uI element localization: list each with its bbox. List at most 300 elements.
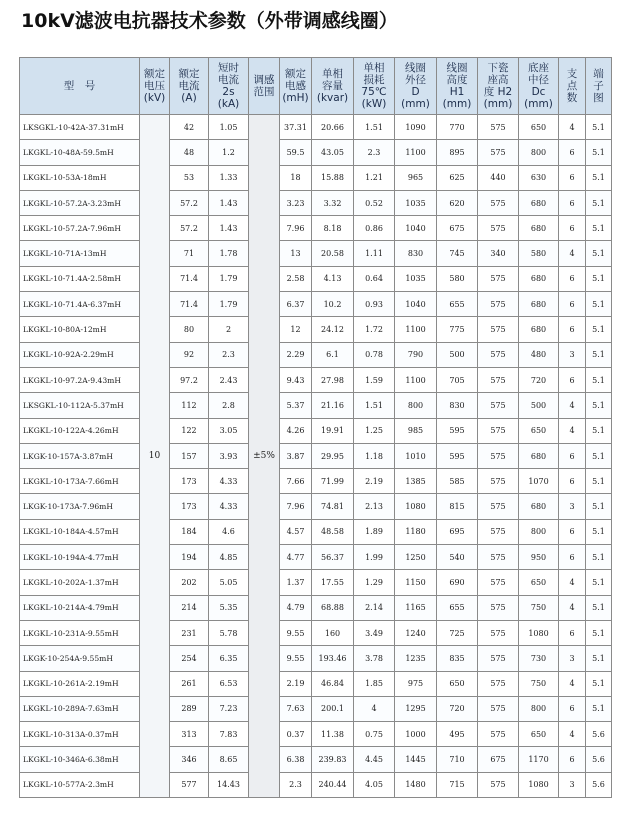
base-diameter-cell: 800 [519,140,559,165]
inductance-cell: 9.55 [280,620,312,645]
short-current-cell: 1.78 [209,241,249,266]
lower-height-cell: 575 [478,393,519,418]
inductance-cell: 18 [280,165,312,190]
terminal-cell: 5.1 [586,115,612,140]
current-cell: 184 [170,519,209,544]
loss-cell: 4.05 [354,772,395,797]
loss-cell: 1.59 [354,367,395,392]
capacity-cell: 46.84 [312,671,354,696]
current-cell: 92 [170,342,209,367]
base-diameter-cell: 720 [519,367,559,392]
terminal-cell: 5.1 [586,216,612,241]
short-current-cell: 4.33 [209,494,249,519]
points-cell: 6 [559,469,586,494]
capacity-cell: 240.44 [312,772,354,797]
base-diameter-cell: 500 [519,393,559,418]
coil-diameter-cell: 965 [395,165,437,190]
coil-height-cell: 675 [437,216,478,241]
current-cell: 254 [170,646,209,671]
header-current: 额定 电流 (A) [170,58,209,115]
coil-diameter-cell: 1480 [395,772,437,797]
loss-cell: 0.93 [354,292,395,317]
points-cell: 4 [559,722,586,747]
table-row [20,620,612,645]
coil-height-cell: 690 [437,570,478,595]
table-row [20,646,612,671]
base-diameter-cell: 800 [519,519,559,544]
capacity-cell: 15.88 [312,165,354,190]
table-row [20,494,612,519]
current-cell: 577 [170,772,209,797]
base-diameter-cell: 480 [519,342,559,367]
coil-diameter-cell: 1080 [395,494,437,519]
loss-cell: 1.72 [354,317,395,342]
coil-height-cell: 595 [437,443,478,468]
model-cell: LKGKL-10-577A-2.3mH [20,772,140,797]
base-diameter-cell: 650 [519,722,559,747]
lower-height-cell: 575 [478,190,519,215]
short-current-cell: 4.85 [209,545,249,570]
short-current-cell: 3.93 [209,443,249,468]
short-current-cell: 6.53 [209,671,249,696]
inductance-cell: 13 [280,241,312,266]
coil-height-cell: 770 [437,115,478,140]
inductance-cell: 6.37 [280,292,312,317]
points-cell: 6 [559,696,586,721]
capacity-cell: 10.2 [312,292,354,317]
short-current-cell: 6.35 [209,646,249,671]
points-cell: 4 [559,241,586,266]
lower-height-cell: 575 [478,292,519,317]
inductance-cell: 9.43 [280,367,312,392]
current-cell: 80 [170,317,209,342]
loss-cell: 1.99 [354,545,395,570]
coil-diameter-cell: 1040 [395,292,437,317]
base-diameter-cell: 680 [519,216,559,241]
tuning-range-cell: ±5% [249,115,280,798]
inductance-cell: 2.29 [280,342,312,367]
inductance-cell: 2.3 [280,772,312,797]
points-cell: 3 [559,494,586,519]
lower-height-cell: 575 [478,696,519,721]
coil-diameter-cell: 1165 [395,595,437,620]
current-cell: 57.2 [170,190,209,215]
header-points: 支 点 数 [559,58,586,115]
current-cell: 71.4 [170,292,209,317]
terminal-cell: 5.1 [586,545,612,570]
current-cell: 42 [170,115,209,140]
inductance-cell: 9.55 [280,646,312,671]
table-row [20,722,612,747]
coil-diameter-cell: 1000 [395,722,437,747]
coil-diameter-cell: 1100 [395,367,437,392]
voltage-cell: 10 [140,115,170,798]
coil-diameter-cell: 1250 [395,545,437,570]
table-row [20,671,612,696]
inductance-cell: 2.19 [280,671,312,696]
capacity-cell: 20.66 [312,115,354,140]
inductance-cell: 12 [280,317,312,342]
coil-diameter-cell: 1010 [395,443,437,468]
terminal-cell: 5.1 [586,696,612,721]
header-inductance: 额定 电感 (mH) [280,58,312,115]
model-cell: LKGKL-10-48A-59.5mH [20,140,140,165]
current-cell: 194 [170,545,209,570]
coil-height-cell: 715 [437,772,478,797]
capacity-cell: 193.46 [312,646,354,671]
base-diameter-cell: 650 [519,115,559,140]
base-diameter-cell: 750 [519,671,559,696]
terminal-cell: 5.1 [586,469,612,494]
capacity-cell: 160 [312,620,354,645]
current-cell: 202 [170,570,209,595]
inductance-cell: 7.96 [280,494,312,519]
capacity-cell: 8.18 [312,216,354,241]
model-cell: LKSGKL-10-112A-5.37mH [20,393,140,418]
table-row [20,696,612,721]
loss-cell: 1.89 [354,519,395,544]
terminal-cell: 5.1 [586,646,612,671]
points-cell: 6 [559,443,586,468]
terminal-cell: 5.1 [586,519,612,544]
coil-diameter-cell: 1100 [395,317,437,342]
coil-height-cell: 710 [437,747,478,772]
table-row [20,418,612,443]
coil-height-cell: 745 [437,241,478,266]
header-model: 型 号 [20,58,140,115]
model-cell: LKSGKL-10-42A-37.31mH [20,115,140,140]
loss-cell: 4 [354,696,395,721]
terminal-cell: 5.6 [586,747,612,772]
terminal-cell: 5.1 [586,620,612,645]
current-cell: 261 [170,671,209,696]
points-cell: 4 [559,595,586,620]
lower-height-cell: 575 [478,671,519,696]
header-row [20,58,612,115]
coil-diameter-cell: 1035 [395,190,437,215]
page-title: 10kV滤波电抗器技术参数（外带调感线圈） [21,10,398,32]
points-cell: 6 [559,620,586,645]
model-cell: LKGK-10-173A-7.96mH [20,494,140,519]
inductance-cell: 4.77 [280,545,312,570]
coil-height-cell: 540 [437,545,478,570]
coil-diameter-cell: 975 [395,671,437,696]
model-cell: LKGKL-10-194A-4.77mH [20,545,140,570]
model-cell: LKGKL-10-202A-1.37mH [20,570,140,595]
coil-height-cell: 625 [437,165,478,190]
short-current-cell: 3.05 [209,418,249,443]
model-cell: LKGKL-10-346A-6.38mH [20,747,140,772]
coil-diameter-cell: 1235 [395,646,437,671]
loss-cell: 1.25 [354,418,395,443]
loss-cell: 1.21 [354,165,395,190]
capacity-cell: 17.55 [312,570,354,595]
table-row [20,317,612,342]
points-cell: 4 [559,115,586,140]
terminal-cell: 5.6 [586,772,612,797]
header-loss: 单相 损耗 75℃ (kW) [354,58,395,115]
current-cell: 112 [170,393,209,418]
coil-height-cell: 655 [437,292,478,317]
coil-height-cell: 500 [437,342,478,367]
model-cell: LKGK-10-157A-3.87mH [20,443,140,468]
coil-height-cell: 595 [437,418,478,443]
inductance-cell: 3.23 [280,190,312,215]
lower-height-cell: 575 [478,342,519,367]
points-cell: 6 [559,140,586,165]
coil-height-cell: 895 [437,140,478,165]
current-cell: 97.2 [170,367,209,392]
table-row [20,772,612,797]
coil-diameter-cell: 1240 [395,620,437,645]
capacity-cell: 200.1 [312,696,354,721]
capacity-cell: 43.05 [312,140,354,165]
lower-height-cell: 575 [478,595,519,620]
loss-cell: 1.85 [354,671,395,696]
inductance-cell: 2.58 [280,266,312,291]
capacity-cell: 11.38 [312,722,354,747]
base-diameter-cell: 680 [519,292,559,317]
terminal-cell: 5.1 [586,190,612,215]
lower-height-cell: 575 [478,367,519,392]
loss-cell: 0.52 [354,190,395,215]
short-current-cell: 1.79 [209,292,249,317]
loss-cell: 0.78 [354,342,395,367]
capacity-cell: 239.83 [312,747,354,772]
coil-diameter-cell: 800 [395,393,437,418]
base-diameter-cell: 680 [519,190,559,215]
coil-diameter-cell: 1035 [395,266,437,291]
capacity-cell: 20.58 [312,241,354,266]
points-cell: 6 [559,190,586,215]
coil-diameter-cell: 985 [395,418,437,443]
base-diameter-cell: 1070 [519,469,559,494]
model-cell: LKGKL-10-71.4A-6.37mH [20,292,140,317]
short-current-cell: 2.43 [209,367,249,392]
loss-cell: 1.51 [354,393,395,418]
short-current-cell: 7.83 [209,722,249,747]
coil-diameter-cell: 1180 [395,519,437,544]
loss-cell: 3.78 [354,646,395,671]
model-cell: LKGKL-10-173A-7.66mH [20,469,140,494]
model-cell: LKGKL-10-57.2A-7.96mH [20,216,140,241]
table-row [20,115,612,140]
points-cell: 4 [559,570,586,595]
points-cell: 4 [559,393,586,418]
terminal-cell: 5.1 [586,671,612,696]
header-short-current: 短时 电流 2s (kA) [209,58,249,115]
base-diameter-cell: 650 [519,570,559,595]
base-diameter-cell: 1170 [519,747,559,772]
table-row [20,367,612,392]
coil-diameter-cell: 1445 [395,747,437,772]
coil-diameter-cell: 830 [395,241,437,266]
loss-cell: 2.19 [354,469,395,494]
coil-diameter-cell: 1090 [395,115,437,140]
short-current-cell: 5.05 [209,570,249,595]
short-current-cell: 14.43 [209,772,249,797]
current-cell: 53 [170,165,209,190]
model-cell: LKGKL-10-122A-4.26mH [20,418,140,443]
model-cell: LKGKL-10-231A-9.55mH [20,620,140,645]
header-coil-height: 线圈 高度 H1 (mm) [437,58,478,115]
capacity-cell: 29.95 [312,443,354,468]
short-current-cell: 5.78 [209,620,249,645]
terminal-cell: 5.1 [586,443,612,468]
short-current-cell: 1.05 [209,115,249,140]
coil-diameter-cell: 790 [395,342,437,367]
current-cell: 173 [170,494,209,519]
coil-height-cell: 580 [437,266,478,291]
coil-height-cell: 725 [437,620,478,645]
capacity-cell: 3.32 [312,190,354,215]
model-cell: LKGKL-10-184A-4.57mH [20,519,140,544]
table-row [20,595,612,620]
terminal-cell: 5.1 [586,595,612,620]
lower-height-cell: 575 [478,469,519,494]
inductance-cell: 37.31 [280,115,312,140]
points-cell: 3 [559,646,586,671]
base-diameter-cell: 730 [519,646,559,671]
model-cell: LKGKL-10-80A-12mH [20,317,140,342]
loss-cell: 0.64 [354,266,395,291]
current-cell: 231 [170,620,209,645]
inductance-cell: 7.96 [280,216,312,241]
base-diameter-cell: 950 [519,545,559,570]
points-cell: 6 [559,545,586,570]
loss-cell: 1.11 [354,241,395,266]
header-coil-diameter: 线圈 外径 D (mm) [395,58,437,115]
current-cell: 214 [170,595,209,620]
inductance-cell: 7.66 [280,469,312,494]
coil-diameter-cell: 1385 [395,469,437,494]
points-cell: 6 [559,519,586,544]
model-cell: LKGKL-10-214A-4.79mH [20,595,140,620]
base-diameter-cell: 580 [519,241,559,266]
coil-diameter-cell: 1295 [395,696,437,721]
terminal-cell: 5.1 [586,418,612,443]
base-diameter-cell: 1080 [519,620,559,645]
loss-cell: 2.3 [354,140,395,165]
inductance-cell: 7.63 [280,696,312,721]
coil-height-cell: 620 [437,190,478,215]
points-cell: 6 [559,216,586,241]
capacity-cell: 4.13 [312,266,354,291]
loss-cell: 1.18 [354,443,395,468]
base-diameter-cell: 630 [519,165,559,190]
lower-height-cell: 575 [478,418,519,443]
model-cell: LKGKL-10-71A-13mH [20,241,140,266]
model-cell: LKGKL-10-289A-7.63mH [20,696,140,721]
loss-cell: 0.86 [354,216,395,241]
model-cell: LKGKL-10-57.2A-3.23mH [20,190,140,215]
loss-cell: 4.45 [354,747,395,772]
table-row [20,393,612,418]
model-cell: LKGKL-10-71.4A-2.58mH [20,266,140,291]
inductance-cell: 4.57 [280,519,312,544]
model-cell: LKGKL-10-92A-2.29mH [20,342,140,367]
lower-height-cell: 340 [478,241,519,266]
coil-height-cell: 815 [437,494,478,519]
model-cell: LKGK-10-254A-9.55mH [20,646,140,671]
points-cell: 4 [559,671,586,696]
coil-height-cell: 650 [437,671,478,696]
model-cell: LKGKL-10-53A-18mH [20,165,140,190]
inductance-cell: 4.26 [280,418,312,443]
terminal-cell: 5.1 [586,241,612,266]
points-cell: 6 [559,165,586,190]
lower-height-cell: 575 [478,519,519,544]
points-cell: 6 [559,367,586,392]
base-diameter-cell: 680 [519,443,559,468]
lower-height-cell: 575 [478,494,519,519]
capacity-cell: 68.88 [312,595,354,620]
table-row [20,266,612,291]
capacity-cell: 71.99 [312,469,354,494]
coil-height-cell: 495 [437,722,478,747]
terminal-cell: 5.1 [586,165,612,190]
capacity-cell: 6.1 [312,342,354,367]
capacity-cell: 24.12 [312,317,354,342]
lower-height-cell: 575 [478,722,519,747]
short-current-cell: 1.79 [209,266,249,291]
table-row [20,443,612,468]
current-cell: 122 [170,418,209,443]
short-current-cell: 2 [209,317,249,342]
coil-height-cell: 695 [437,519,478,544]
header-tuning: 调感 范围 [249,58,280,115]
inductance-cell: 59.5 [280,140,312,165]
terminal-cell: 5.1 [586,570,612,595]
lower-height-cell: 675 [478,747,519,772]
current-cell: 57.2 [170,216,209,241]
current-cell: 71.4 [170,266,209,291]
table-row [20,519,612,544]
short-current-cell: 5.35 [209,595,249,620]
short-current-cell: 1.33 [209,165,249,190]
coil-diameter-cell: 1040 [395,216,437,241]
points-cell: 6 [559,266,586,291]
current-cell: 71 [170,241,209,266]
lower-height-cell: 575 [478,266,519,291]
header-lower-height: 下瓷 座高 度 H2 (mm) [478,58,519,115]
table-row [20,747,612,772]
lower-height-cell: 575 [478,216,519,241]
points-cell: 6 [559,317,586,342]
short-current-cell: 1.2 [209,140,249,165]
capacity-cell: 56.37 [312,545,354,570]
current-cell: 48 [170,140,209,165]
points-cell: 3 [559,772,586,797]
capacity-cell: 21.16 [312,393,354,418]
spec-table [19,57,612,798]
inductance-cell: 6.38 [280,747,312,772]
base-diameter-cell: 1080 [519,772,559,797]
inductance-cell: 5.37 [280,393,312,418]
loss-cell: 2.14 [354,595,395,620]
terminal-cell: 5.1 [586,342,612,367]
table-row [20,190,612,215]
lower-height-cell: 575 [478,772,519,797]
lower-height-cell: 575 [478,443,519,468]
current-cell: 346 [170,747,209,772]
terminal-cell: 5.6 [586,722,612,747]
table-row [20,140,612,165]
base-diameter-cell: 680 [519,317,559,342]
coil-height-cell: 835 [437,646,478,671]
short-current-cell: 7.23 [209,696,249,721]
terminal-cell: 5.1 [586,367,612,392]
